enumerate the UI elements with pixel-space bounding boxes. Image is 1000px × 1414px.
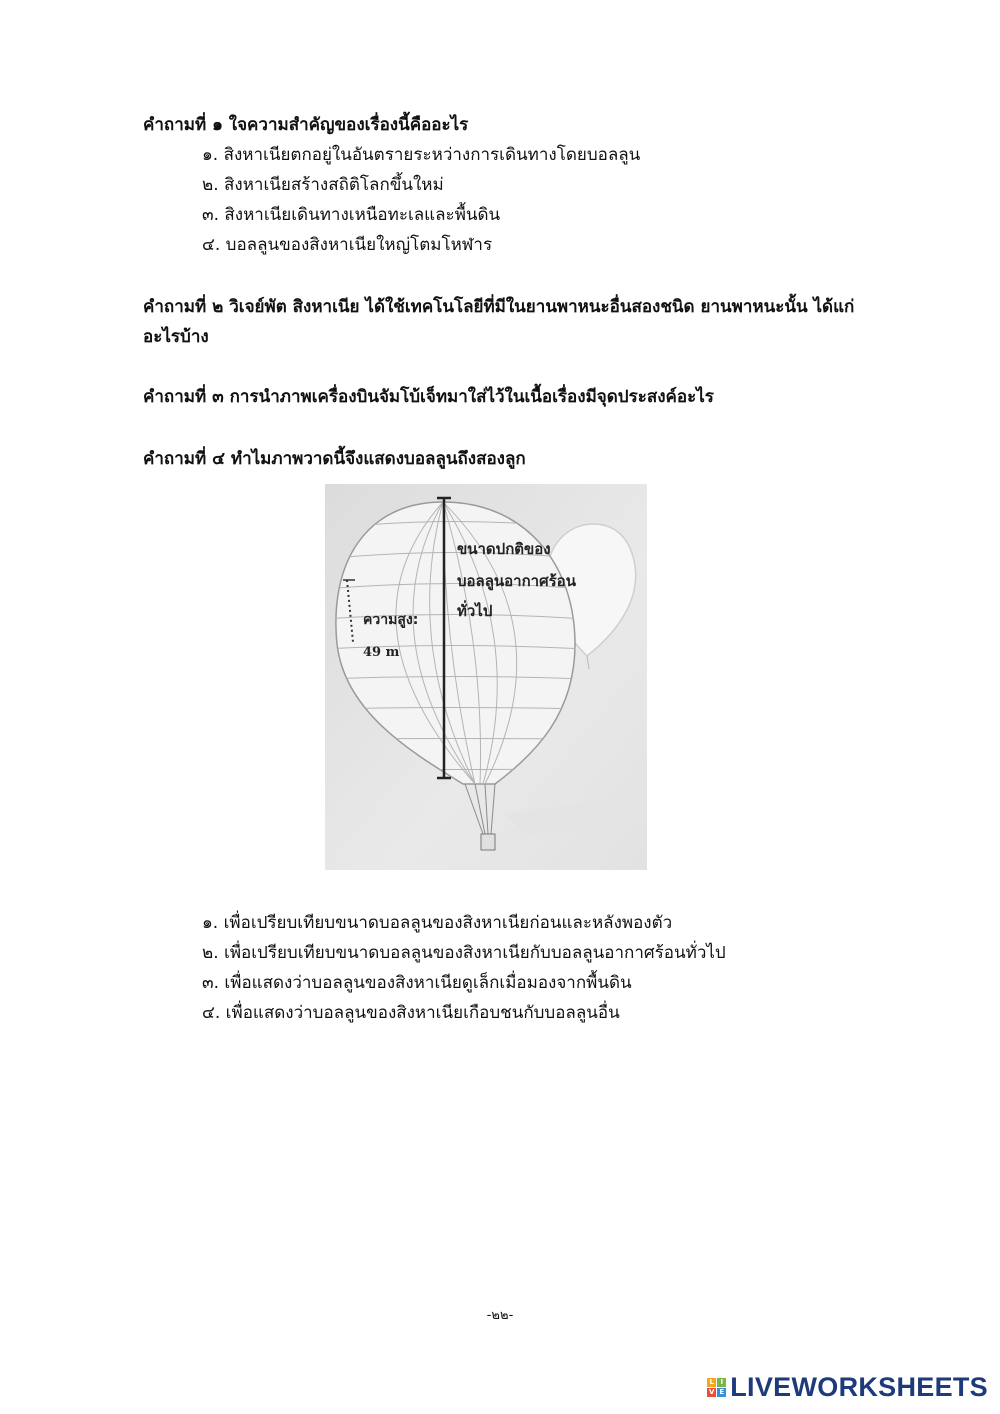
question-1-option-3: ๓. สิงหาเนียเดินทางเหนือทะเลและพื้นดิน	[202, 205, 501, 225]
question-4-option-1: ๑. เพื่อเปรียบเทียบขนาดบอลลูนของสิงหาเนียก่อนและหลังพองตัว	[202, 913, 673, 933]
height-label-line1: ความสูง:	[363, 612, 419, 628]
question-1-option-2: ๒. สิงหาเนียสร้างสถิติโลกขึ้นใหม่	[202, 175, 444, 195]
balloon-comparison-figure	[325, 484, 647, 870]
normal-size-label-line3: ทั่วไป	[457, 602, 493, 620]
question-1-option-4: ๔. บอลลูนของสิงหาเนียใหญ่โตมโหฬาร	[202, 235, 493, 255]
question-4-option-4: ๔. เพื่อแสดงว่าบอลลูนของสิงหาเนียเกือบชนกับบอลลูนอื่น	[202, 1003, 620, 1023]
normal-size-label-line2: บอลลูนอากาศร้อน	[457, 572, 576, 590]
liveworksheets-mark-icon: L I V E	[707, 1378, 726, 1397]
page-number: -๒๒-	[486, 1308, 514, 1323]
question-4-option-3: ๓. เพื่อแสดงว่าบอลลูนของสิงหาเนียดูเล็กเมื่อมองจากพื้นดิน	[202, 973, 632, 993]
question-1-option-1: ๑. สิงหาเนียตกอยู่ในอันตรายระหว่างการเดินทางโดยบอลลูน	[202, 145, 641, 165]
normal-size-label-line1: ขนาดปกติของ	[457, 540, 551, 558]
question-4-prompt: คำถามที่ ๔ ทำไมภาพวาดนี้จึงแสดงบอลลูนถึงสองลูก	[143, 449, 526, 469]
height-label-line2: 49 m	[363, 645, 400, 660]
question-2-prompt: คำถามที่ ๒ วิเจย์พัต สิงหาเนีย ได้ใช้เทคโนโลยีที่มีในยานพาหนะอื่นสองชนิด ยานพาหนะนั้น ได้แก่ อะไรบ้าง	[143, 297, 855, 347]
question-3-prompt: คำถามที่ ๓ การนำภาพเครื่องบินจัมโบ้เจ็ทมาใส่ไว้ในเนื้อเรื่องมีจุดประสงค์อะไร	[143, 387, 714, 407]
basket-icon	[481, 834, 495, 850]
liveworksheets-wordmark: LIVEWORKSHEETS	[730, 1372, 988, 1402]
liveworksheets-logo[interactable]	[707, 1372, 988, 1403]
question-4-option-2: ๒. เพื่อเปรียบเทียบขนาดบอลลูนของสิงหาเนียกับบอลลูนอากาศร้อนทั่วไป	[202, 943, 726, 963]
question-1-prompt: คำถามที่ ๑ ใจความสำคัญของเรื่องนี้คืออะไร	[143, 115, 469, 135]
